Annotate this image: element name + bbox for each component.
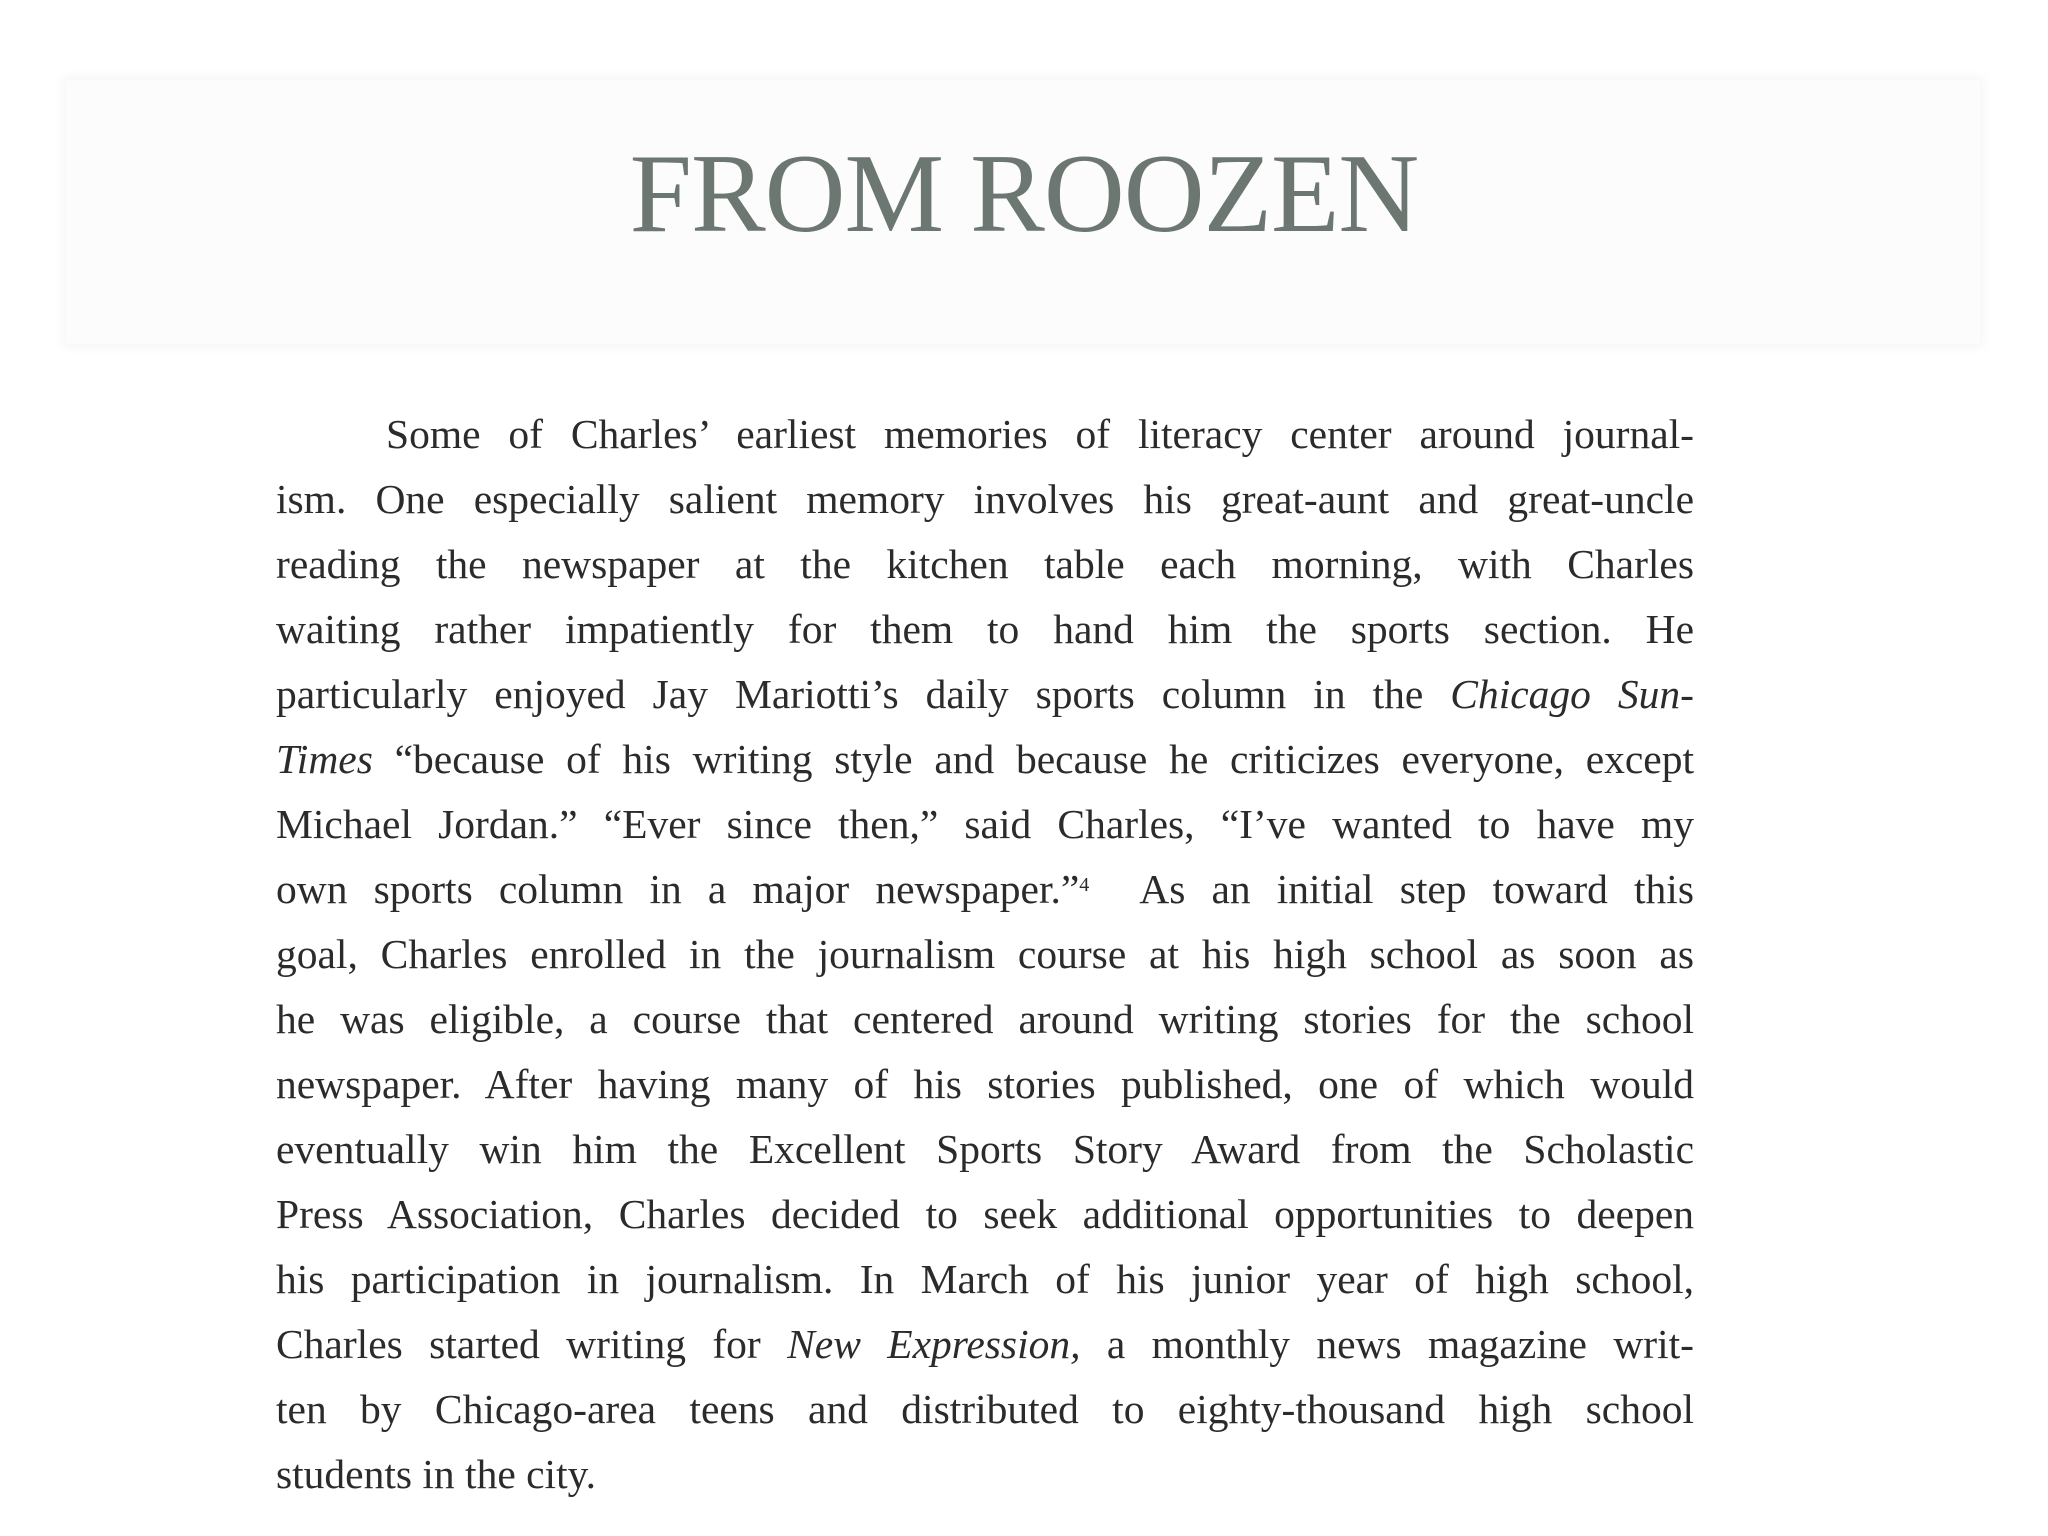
text-run: Charles started writing for	[276, 1321, 761, 1367]
text-run: Some of Charles’ earliest memories of literacy center around journal-	[386, 411, 1694, 457]
text-run: newspaper. After having many of his stories published, one of which would	[276, 1061, 1694, 1107]
text-run: “because of his writing style and because he criticizes everyone, except	[394, 736, 1694, 782]
footnote-marker[interactable]: 4	[1079, 874, 1090, 896]
text-run: As an initial step toward this	[1139, 866, 1694, 912]
text-run: a monthly news magazine writ-	[1106, 1321, 1694, 1367]
text-run: waiting rather impatiently for them to hand him the sports section. He	[276, 606, 1694, 652]
text-line	[276, 1117, 1694, 1182]
text-line	[276, 467, 1694, 532]
text-run: goal, Charles enrolled in the journalism course at his high school as soon as	[276, 931, 1694, 977]
text-run: Press Association, Charles decided to seek additional opportunities to deepen	[276, 1191, 1694, 1237]
text-line	[276, 1442, 1694, 1507]
text-line	[276, 1377, 1694, 1442]
text-line	[276, 987, 1694, 1052]
text-line	[276, 532, 1694, 597]
text-run: ten by Chicago-area teens and distributed to eighty-thousand high school	[276, 1386, 1694, 1432]
text-line	[276, 792, 1694, 857]
text-line	[276, 1247, 1694, 1312]
text-line	[276, 857, 1694, 922]
text-run: he was eligible, a course that centered around writing stories for the school	[276, 996, 1694, 1042]
publication-title: Times	[276, 736, 373, 782]
text-line	[276, 922, 1694, 987]
publication-title: Chicago Sun-	[1450, 671, 1695, 717]
text-run: ism. One especially salient memory involves his great-aunt and great-uncle	[276, 476, 1694, 522]
text-line	[276, 1182, 1694, 1247]
text-line	[276, 1312, 1694, 1377]
text-run: eventually win him the Excellent Sports Story Award from the Scholastic	[276, 1126, 1694, 1172]
text-run: Michael Jordan.” “Ever since then,” said Charles, “I’ve wanted to have my	[276, 801, 1694, 847]
text-line	[276, 1052, 1694, 1117]
text-line	[276, 597, 1694, 662]
text-line	[276, 727, 1694, 792]
publication-title: New Expression,	[787, 1321, 1081, 1367]
text-line	[276, 662, 1694, 727]
text-run: students in the city.	[276, 1451, 597, 1497]
text-run: his participation in journalism. In March of his junior year of high school,	[276, 1256, 1694, 1302]
page-title: FROM ROOZEN	[629, 132, 1419, 256]
body-paragraph	[276, 402, 1694, 1507]
text-run: reading the newspaper at the kitchen table each morning, with Charles	[276, 541, 1694, 587]
text-run: particularly enjoyed Jay Mariotti’s daily sports column in the	[276, 671, 1424, 717]
text-line	[276, 402, 1694, 467]
text-run: own sports column in a major newspaper.”	[276, 866, 1080, 912]
